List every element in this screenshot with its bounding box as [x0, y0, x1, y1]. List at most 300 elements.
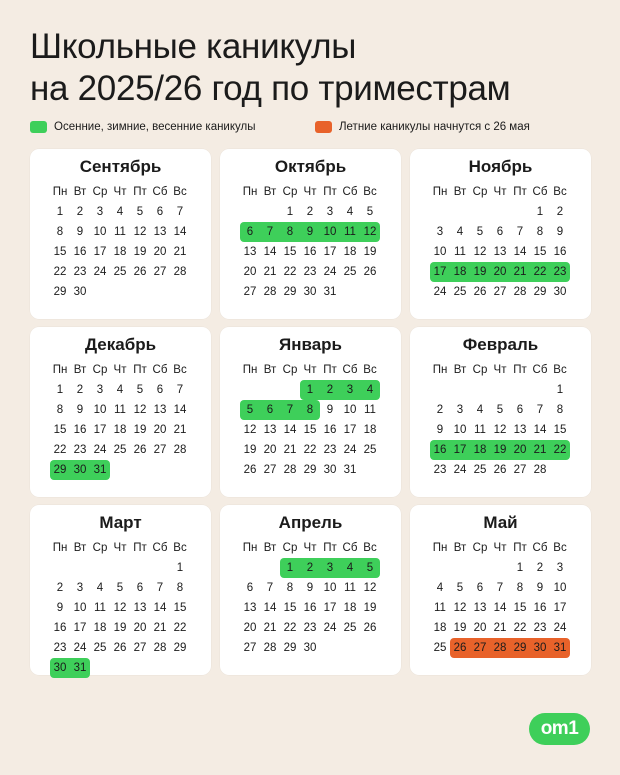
day: 29: [283, 286, 297, 298]
day: 26: [493, 464, 507, 476]
day: 9: [556, 226, 564, 238]
day: 10: [93, 404, 107, 416]
weekday-label: Пт: [133, 364, 147, 376]
day: 22: [303, 444, 317, 456]
legend-item-green: [30, 121, 256, 133]
day: 3: [96, 206, 104, 218]
day: 18: [113, 424, 127, 436]
day: 31: [323, 286, 337, 298]
day: 25: [473, 464, 487, 476]
day: 7: [266, 582, 274, 594]
day: 5: [116, 582, 124, 594]
day: 1: [56, 206, 64, 218]
day: 23: [73, 444, 87, 456]
day: 17: [323, 602, 337, 614]
weekday-label: Сб: [342, 542, 358, 554]
empty-day: [450, 202, 470, 222]
day: 27: [133, 642, 147, 654]
weekday-label: Чт: [113, 542, 127, 554]
day: 14: [493, 602, 507, 614]
day: 19: [363, 246, 377, 258]
day: 20: [243, 266, 257, 278]
holiday-day: 5: [240, 400, 260, 420]
day: 14: [173, 226, 187, 238]
day: 12: [133, 404, 147, 416]
day: 14: [283, 424, 297, 436]
day: 7: [176, 206, 184, 218]
holiday-day: 2: [300, 558, 320, 578]
holiday-day: 20: [490, 262, 510, 282]
weekday-label: Чт: [493, 186, 507, 198]
day: 3: [556, 562, 564, 574]
weekday-label: Сб: [152, 364, 168, 376]
day: 12: [113, 602, 127, 614]
orange-swatch: [315, 121, 332, 133]
day: 4: [96, 582, 104, 594]
day: 24: [93, 266, 107, 278]
month-name: Февраль: [462, 335, 539, 354]
empty-day: [490, 202, 510, 222]
day: 21: [263, 266, 277, 278]
empty-day: [280, 380, 300, 400]
day: 24: [433, 286, 447, 298]
month-card: [30, 327, 211, 497]
month-name: Ноябрь: [468, 157, 533, 176]
day: 16: [73, 424, 87, 436]
day: 17: [343, 424, 357, 436]
day: 23: [533, 622, 547, 634]
empty-day: [470, 380, 490, 400]
empty-day: [90, 558, 110, 578]
day: 20: [153, 246, 167, 258]
calendar-grid: [430, 538, 570, 658]
weekday-label: Вт: [453, 186, 467, 198]
day: 27: [243, 642, 257, 654]
weekday-label: Сб: [152, 542, 168, 554]
holiday-day: 10: [320, 222, 340, 242]
day: 8: [286, 582, 294, 594]
summer-holiday-day: 27: [470, 638, 490, 658]
weekday-label: Чт: [493, 542, 507, 554]
legend-orange-label: Летние каникулы начнутся с 26 мая: [339, 121, 530, 133]
day: 25: [363, 444, 377, 456]
empty-day: [260, 558, 280, 578]
day: 27: [153, 444, 167, 456]
holiday-day: 20: [510, 440, 530, 460]
day: 18: [93, 622, 107, 634]
day: 16: [303, 246, 317, 258]
calendar-grid: [50, 182, 190, 302]
holiday-day: 3: [340, 380, 360, 400]
day: 6: [476, 582, 484, 594]
month-card: [30, 505, 211, 675]
empty-day: [470, 202, 490, 222]
day: 20: [473, 622, 487, 634]
day: 24: [323, 266, 337, 278]
day: 15: [553, 424, 567, 436]
weekday-label: Сб: [152, 186, 168, 198]
empty-day: [430, 558, 450, 578]
day: 13: [243, 602, 257, 614]
day: 14: [173, 404, 187, 416]
day: 4: [346, 206, 354, 218]
holiday-day: 30: [70, 460, 90, 480]
day: 20: [133, 622, 147, 634]
day: 14: [533, 424, 547, 436]
day: 8: [56, 226, 64, 238]
empty-day: [130, 558, 150, 578]
weekday-label: Вт: [73, 186, 87, 198]
day: 29: [303, 464, 317, 476]
holiday-day: 31: [90, 460, 110, 480]
day: 7: [516, 226, 524, 238]
weekday-label: Пн: [52, 364, 68, 376]
month-card: [410, 149, 591, 319]
day: 23: [323, 444, 337, 456]
empty-day: [510, 380, 530, 400]
holiday-day: 22: [530, 262, 550, 282]
day: 15: [53, 424, 67, 436]
day: 24: [323, 622, 337, 634]
day: 22: [283, 266, 297, 278]
day: 7: [176, 384, 184, 396]
day: 18: [113, 246, 127, 258]
day: 23: [433, 464, 447, 476]
day: 15: [283, 602, 297, 614]
day: 2: [536, 562, 544, 574]
weekday-label: Ср: [92, 542, 108, 554]
weekday-label: Вс: [363, 364, 377, 376]
weekday-label: Вт: [73, 364, 87, 376]
weekday-label: Сб: [532, 186, 548, 198]
title-line-1: Школьные каникулы: [30, 27, 357, 66]
day: 9: [326, 404, 334, 416]
day: 15: [283, 246, 297, 258]
weekday-label: Сб: [532, 364, 548, 376]
day: 23: [303, 622, 317, 634]
legend-item-orange: [315, 121, 530, 133]
day: 10: [73, 602, 87, 614]
day: 22: [173, 622, 187, 634]
weekday-label: Пт: [133, 542, 147, 554]
day: 10: [433, 246, 447, 258]
holiday-day: 7: [280, 400, 300, 420]
day: 29: [173, 642, 187, 654]
day: 22: [513, 622, 527, 634]
day: 13: [473, 602, 487, 614]
day: 24: [343, 444, 357, 456]
holiday-day: 19: [490, 440, 510, 460]
day: 15: [173, 602, 187, 614]
day: 15: [533, 246, 547, 258]
day: 13: [243, 246, 257, 258]
day: 20: [243, 622, 257, 634]
weekday-label: Вс: [553, 364, 567, 376]
day: 17: [93, 424, 107, 436]
day: 23: [303, 266, 317, 278]
holiday-day: 18: [470, 440, 490, 460]
day: 9: [76, 226, 84, 238]
day: 2: [76, 206, 84, 218]
day: 2: [556, 206, 564, 218]
day: 21: [493, 622, 507, 634]
weekday-label: Пн: [52, 186, 68, 198]
months-grid: [30, 149, 591, 675]
weekday-label: Вт: [453, 364, 467, 376]
day: 13: [513, 424, 527, 436]
day: 6: [136, 582, 144, 594]
summer-holiday-day: 31: [550, 638, 570, 658]
day: 26: [363, 266, 377, 278]
weekday-label: Вт: [263, 542, 277, 554]
day: 11: [454, 246, 466, 258]
day: 15: [303, 424, 317, 436]
calendar-grid: [430, 360, 570, 480]
day: 17: [553, 602, 567, 614]
day: 14: [263, 602, 277, 614]
weekday-label: Сб: [342, 186, 358, 198]
day: 21: [153, 622, 167, 634]
empty-day: [510, 202, 530, 222]
summer-holiday-day: 30: [530, 638, 550, 658]
holiday-day: 2: [320, 380, 340, 400]
month-name: Январь: [278, 335, 342, 354]
weekday-label: Пн: [52, 542, 68, 554]
weekday-label: Сб: [532, 542, 548, 554]
day: 8: [516, 582, 524, 594]
day: 12: [453, 602, 467, 614]
day: 11: [114, 404, 126, 416]
day: 11: [344, 582, 356, 594]
weekday-label: Пн: [242, 542, 258, 554]
day: 1: [516, 562, 524, 574]
weekday-label: Пт: [323, 542, 337, 554]
month-card: [30, 149, 211, 319]
holiday-day: 4: [360, 380, 380, 400]
calendar-grid: [240, 538, 380, 658]
day: 5: [456, 582, 464, 594]
day: 21: [283, 444, 297, 456]
holiday-day: 4: [340, 558, 360, 578]
day: 28: [283, 464, 297, 476]
day: 4: [116, 206, 124, 218]
day: 26: [363, 622, 377, 634]
summer-holiday-day: 29: [510, 638, 530, 658]
weekday-label: Чт: [493, 364, 507, 376]
weekday-label: Пн: [242, 364, 258, 376]
month-name: Декабрь: [84, 335, 157, 354]
day: 11: [364, 404, 376, 416]
day: 5: [496, 404, 504, 416]
day: 1: [286, 206, 294, 218]
empty-day: [70, 558, 90, 578]
day: 23: [53, 642, 67, 654]
day: 22: [53, 266, 67, 278]
day: 1: [56, 384, 64, 396]
day: 13: [493, 246, 507, 258]
day: 25: [343, 622, 357, 634]
day: 13: [153, 226, 167, 238]
day: 3: [436, 226, 444, 238]
day: 16: [323, 424, 337, 436]
day: 16: [553, 246, 567, 258]
holiday-day: 11: [340, 222, 360, 242]
day: 7: [496, 582, 504, 594]
weekday-label: Ср: [472, 186, 488, 198]
month-card: [220, 505, 401, 675]
day: 10: [93, 226, 107, 238]
holiday-day: 6: [260, 400, 280, 420]
day: 9: [306, 582, 314, 594]
day: 24: [73, 642, 87, 654]
holiday-day: 8: [280, 222, 300, 242]
holiday-day: 3: [320, 558, 340, 578]
day: 12: [133, 226, 147, 238]
day: 30: [73, 286, 87, 298]
holiday-day: 18: [450, 262, 470, 282]
day: 11: [94, 602, 106, 614]
day: 28: [263, 286, 277, 298]
weekday-label: Ср: [472, 542, 488, 554]
day: 19: [113, 622, 127, 634]
empty-day: [470, 558, 490, 578]
month-card: [220, 327, 401, 497]
day: 21: [173, 246, 187, 258]
weekday-label: Сб: [342, 364, 358, 376]
holiday-day: 17: [450, 440, 470, 460]
day: 25: [113, 266, 127, 278]
day: 9: [56, 602, 64, 614]
empty-day: [150, 558, 170, 578]
day: 9: [436, 424, 444, 436]
day: 25: [113, 444, 127, 456]
weekday-label: Пт: [513, 542, 527, 554]
day: 15: [53, 246, 67, 258]
day: 15: [513, 602, 527, 614]
weekday-label: Вс: [173, 186, 187, 198]
day: 24: [93, 444, 107, 456]
day: 6: [246, 582, 254, 594]
month-name: Март: [99, 513, 142, 532]
holiday-day: 12: [360, 222, 380, 242]
day: 2: [306, 206, 314, 218]
holiday-day: 1: [300, 380, 320, 400]
day: 4: [116, 384, 124, 396]
holiday-day: 9: [300, 222, 320, 242]
day: 29: [53, 286, 67, 298]
day: 10: [323, 582, 337, 594]
day: 6: [496, 226, 504, 238]
day: 3: [456, 404, 464, 416]
holiday-day: 7: [260, 222, 280, 242]
weekday-label: Вс: [363, 186, 377, 198]
day: 18: [343, 246, 357, 258]
day: 12: [243, 424, 257, 436]
weekday-label: Вт: [453, 542, 467, 554]
day: 14: [153, 602, 167, 614]
weekday-label: Чт: [113, 364, 127, 376]
day: 10: [553, 582, 567, 594]
day: 26: [243, 464, 257, 476]
holiday-day: 29: [50, 460, 70, 480]
weekday-label: Вс: [553, 186, 567, 198]
empty-day: [260, 202, 280, 222]
weekday-label: Вс: [363, 542, 377, 554]
holiday-day: 21: [530, 440, 550, 460]
calendar-grid: [240, 182, 380, 302]
weekday-label: Ср: [282, 542, 298, 554]
day: 11: [434, 602, 446, 614]
month-card: [220, 149, 401, 319]
day: 24: [453, 464, 467, 476]
day: 7: [536, 404, 544, 416]
month-card: [410, 327, 591, 497]
weekday-label: Пт: [513, 186, 527, 198]
holiday-day: 6: [240, 222, 260, 242]
holiday-day: 8: [300, 400, 320, 420]
weekday-label: Пт: [513, 364, 527, 376]
month-name: Октябрь: [274, 157, 347, 176]
day: 26: [113, 642, 127, 654]
day: 31: [343, 464, 357, 476]
empty-day: [430, 380, 450, 400]
holiday-day: 31: [70, 658, 90, 678]
legend-green-label: Осенние, зимние, весенние каникулы: [54, 121, 256, 133]
weekday-label: Ср: [282, 364, 298, 376]
day: 18: [433, 622, 447, 634]
day: 29: [283, 642, 297, 654]
calendar-grid: [240, 360, 380, 480]
day: 28: [173, 266, 187, 278]
weekday-label: Чт: [113, 186, 127, 198]
holiday-day: 17: [430, 262, 450, 282]
day: 24: [553, 622, 567, 634]
day: 26: [473, 286, 487, 298]
day: 20: [263, 444, 277, 456]
calendar-grid: [430, 182, 570, 302]
day: 19: [363, 602, 377, 614]
holiday-day: 23: [550, 262, 570, 282]
weekday-label: Вт: [263, 364, 277, 376]
weekday-label: Чт: [303, 364, 317, 376]
day: 25: [343, 266, 357, 278]
day: 20: [153, 424, 167, 436]
holiday-day: 5: [360, 558, 380, 578]
day: 28: [153, 642, 167, 654]
day: 21: [173, 424, 187, 436]
empty-day: [50, 558, 70, 578]
day: 1: [176, 562, 184, 574]
day: 14: [263, 246, 277, 258]
title-line-2: на 2025/26 год по триместрам: [30, 69, 511, 108]
weekday-label: Вт: [263, 186, 277, 198]
day: 9: [536, 582, 544, 594]
month-name: Сентябрь: [79, 157, 162, 176]
holiday-day: 22: [550, 440, 570, 460]
day: 29: [533, 286, 547, 298]
day: 7: [156, 582, 164, 594]
day: 16: [303, 602, 317, 614]
day: 30: [303, 642, 317, 654]
day: 16: [53, 622, 67, 634]
holiday-day: 21: [510, 262, 530, 282]
day: 14: [513, 246, 527, 258]
day: 5: [136, 384, 144, 396]
day: 4: [476, 404, 484, 416]
day: 5: [136, 206, 144, 218]
day: 28: [173, 444, 187, 456]
weekday-label: Пн: [432, 186, 448, 198]
